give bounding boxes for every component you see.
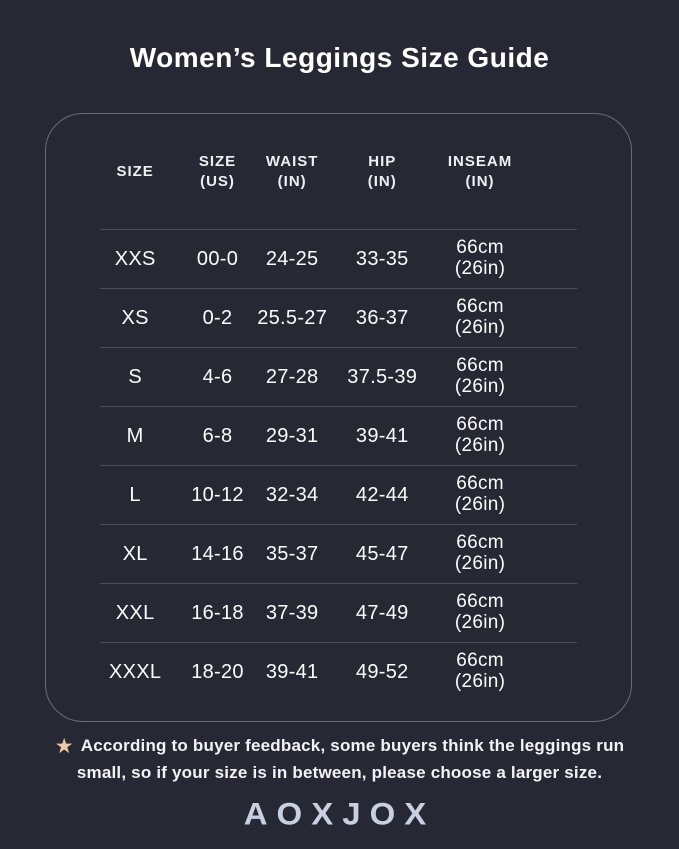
inseam-in: (26in): [454, 494, 506, 515]
size-us-cell: 18-20: [191, 660, 244, 683]
inseam-in: (26in): [454, 612, 506, 633]
inseam-in: (26in): [454, 435, 506, 456]
table-row-xxs: [46, 230, 631, 288]
inseam-in: (26in): [454, 376, 506, 397]
size-us-cell: 4-6: [202, 365, 233, 388]
inseam-cell: [426, 238, 534, 279]
hip-cell: 39-41: [355, 424, 409, 447]
size-guide-table: [45, 113, 632, 722]
inseam-cm: 66cm: [456, 473, 504, 495]
inseam-in: (26in): [454, 317, 506, 338]
size-us-cell: 16-18: [191, 601, 244, 624]
inseam-cell: [426, 592, 534, 633]
column-header-inseam-line1: INSEAM: [447, 153, 513, 170]
waist-cell: 24-25: [265, 247, 319, 270]
column-header-waist-line2: (IN): [277, 172, 307, 190]
column-header-size-us: [189, 152, 246, 191]
inseam-cell: [426, 651, 534, 692]
waist-cell: 27-28: [265, 365, 319, 388]
table-row-xl: [46, 525, 631, 583]
hip-cell: 36-37: [355, 306, 409, 329]
buyer-feedback-note-text: According to buyer feedback, some buyers think the leggings run small, so if your size is in between, please choose a larger size.: [76, 736, 625, 782]
table-header-row: [46, 114, 631, 229]
size-cell: XXXL: [108, 660, 162, 683]
inseam-cm: 66cm: [456, 355, 504, 377]
size-cell: XXS: [114, 247, 156, 270]
size-cell: S: [128, 365, 142, 388]
column-header-inseam-line2: (IN): [465, 172, 495, 190]
inseam-in: (26in): [454, 258, 506, 279]
column-header-size-us-line2: (US): [200, 172, 235, 190]
column-header-size-us-line1: SIZE: [198, 153, 237, 170]
page-title: Women’s Leggings Size Guide: [129, 42, 550, 73]
waist-cell: 37-39: [265, 601, 319, 624]
column-header-size-line1: SIZE: [116, 162, 154, 180]
size-cell: M: [126, 424, 144, 447]
waist-cell: 29-31: [265, 424, 319, 447]
buyer-feedback-note: [36, 733, 643, 786]
column-header-hip: [338, 152, 426, 191]
inseam-cm: 66cm: [456, 237, 504, 259]
table-row-xxl: [46, 584, 631, 642]
inseam-cell: [426, 297, 534, 338]
column-header-waist: [246, 152, 339, 191]
hip-cell: 47-49: [355, 601, 409, 624]
inseam-in: (26in): [454, 671, 506, 692]
inseam-cm: 66cm: [456, 296, 504, 318]
hip-cell: 45-47: [355, 542, 409, 565]
waist-cell: 25.5-27: [257, 306, 328, 329]
size-us-cell: 14-16: [191, 542, 244, 565]
inseam-cm: 66cm: [456, 650, 504, 672]
inseam-cell: [426, 474, 534, 515]
size-cell: L: [129, 483, 141, 506]
column-header-hip-line1: HIP: [368, 153, 397, 170]
column-header-waist-line1: WAIST: [265, 153, 319, 170]
star-icon: ★: [54, 735, 74, 758]
column-header-inseam: [426, 152, 534, 191]
inseam-in: (26in): [454, 553, 506, 574]
inseam-cm: 66cm: [456, 414, 504, 436]
table-row-s: [46, 348, 631, 406]
size-us-cell: 6-8: [202, 424, 233, 447]
table-row-l: [46, 466, 631, 524]
hip-cell: 33-35: [355, 247, 409, 270]
inseam-cm: 66cm: [456, 591, 504, 613]
size-us-cell: 10-12: [191, 483, 244, 506]
size-cell: XL: [122, 542, 148, 565]
inseam-cell: [426, 415, 534, 456]
column-header-size: [81, 162, 189, 182]
hip-cell: 42-44: [355, 483, 409, 506]
hip-cell: 37.5-39: [347, 365, 418, 388]
inseam-cell: [426, 533, 534, 574]
inseam-cm: 66cm: [456, 532, 504, 554]
column-header-hip-line2: (IN): [367, 172, 397, 190]
size-cell: XXL: [115, 601, 155, 624]
size-cell: XS: [121, 306, 149, 329]
inseam-cell: [426, 356, 534, 397]
size-us-cell: 0-2: [202, 306, 233, 329]
brand-logo: AOXJOX: [243, 795, 436, 832]
table-row-xxxl: [46, 643, 631, 701]
table-row-xs: [46, 289, 631, 347]
size-us-cell: 00-0: [196, 247, 239, 270]
waist-cell: 39-41: [265, 660, 319, 683]
hip-cell: 49-52: [355, 660, 409, 683]
waist-cell: 35-37: [265, 542, 319, 565]
table-row-m: [46, 407, 631, 465]
waist-cell: 32-34: [265, 483, 319, 506]
